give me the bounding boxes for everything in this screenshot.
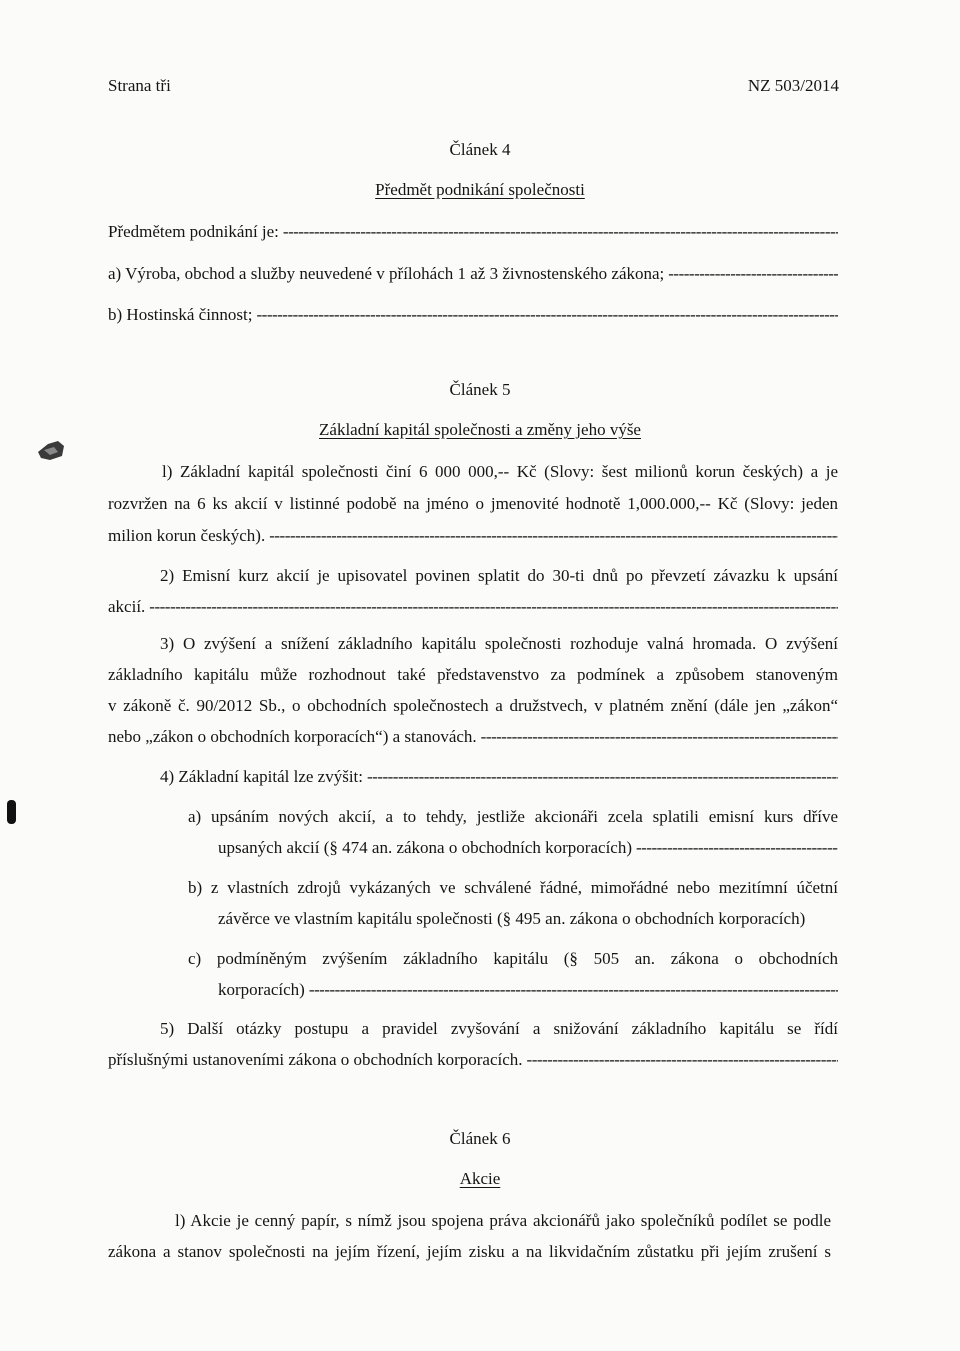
dash-leader: [668, 264, 838, 284]
hole-punch-mark-icon: [36, 438, 66, 462]
art6-p1-line2: zákona a stanov společnosti na jejím řízení, jejím zisku a na likvidačním zůstatku při jejím zrušení s: [108, 1242, 831, 1261]
dash-leader: [367, 767, 838, 787]
art5-p4b-line1: b) z vlastních zdrojů vykázaných ve schválené řádné, mimořádné nebo mezitímní účetní: [188, 878, 838, 897]
article-6-heading: Článek 6: [449, 1129, 511, 1148]
dash-leader: [309, 980, 838, 1000]
article-5-heading: Článek 5: [449, 380, 511, 399]
article-4-intro: [108, 222, 838, 242]
dash-leader: [636, 838, 838, 858]
article-5-title: [0, 420, 960, 440]
art5-p3-line3: v zákoně č. 90/2012 Sb., o obchodních společnostech a družstvech, v platném znění (dále jen „zákon“: [108, 696, 838, 715]
article-6-title-text: Akcie: [459, 1169, 501, 1188]
dash-leader: [481, 727, 838, 747]
article-6-title: [0, 1169, 960, 1189]
p5-end-text: příslušnými ustanoveními zákona o obchodních korporacích.: [108, 1050, 523, 1069]
art5-p4b-line2: závěrce ve vlastním kapitálu společnosti (§ 495 an. zákona o obchodních korporacích): [218, 909, 806, 928]
art5-p4c-line2: [218, 980, 838, 1000]
article-4-heading: Článek 4: [449, 140, 511, 159]
art5-p3-line1: 3) O zvýšení a snížení základního kapitálu společnosti rozhoduje valná hromada. O zvýšení: [160, 634, 838, 653]
dash-leader: [283, 222, 838, 242]
article-4-item-b: [108, 305, 838, 325]
art6-p1-line1: l) Akcie je cenný papír, s nímž jsou spojena práva akcionářů jako společníků podílet se podle: [175, 1211, 831, 1230]
article-5-title-text: Základní kapitál společnosti a změny jeho výše: [319, 420, 641, 439]
art5-p5-line1: 5) Další otázky postupu a pravidel zvyšování a snižování základního kapitálu se řídí: [160, 1019, 838, 1038]
article-4-title-text: Předmět podnikání společnosti: [375, 180, 585, 199]
p4c-end-text: korporacích): [218, 980, 305, 999]
item-a-text: a) Výroba, obchod a služby neuvedené v přílohách 1 až 3 živnostenského zákona;: [108, 264, 665, 283]
p1-end-text: milion korun českých).: [108, 526, 266, 545]
art5-p4c-line1: c) podmíněným zvýšením základního kapitálu (§ 505 an. zákona o obchodních: [188, 949, 838, 968]
article-4-title: [0, 180, 960, 200]
art5-p4a-line1: a) upsáním nových akcií, a to tehdy, jestliže akcionáři zcela splatili emisní kurs dříve: [188, 807, 838, 826]
p3-end-text: nebo „zákon o obchodních korporacích“) a stanovách.: [108, 727, 477, 746]
article-4-item-a: [108, 264, 838, 284]
art5-p4-intro: [160, 767, 838, 787]
page-number-label: Strana tři: [108, 76, 171, 95]
document-reference: NZ 503/2014: [747, 76, 839, 95]
art5-p3-line2: základního kapitálu může rozhodnout také představenstvo za podmínek a způsobem stanoveným: [108, 665, 838, 684]
dash-leader: [149, 597, 838, 617]
art5-p1-line2: rozvržen na 6 ks akcií v listinné podobě na jméno o jmenovité hodnotě 1,000.000,-- Kč (Slovy: jeden: [108, 494, 838, 513]
art5-p1-line3: [108, 526, 838, 546]
art5-p5-line2: [108, 1050, 838, 1070]
p4-intro-text: 4) Základní kapitál lze zvýšit:: [160, 767, 363, 786]
art5-p1-line1: l) Základní kapitál společnosti činí 6 000 000,-- Kč (Slovy: šest milionů korun českých) a je: [162, 462, 838, 481]
p4a-end-text: upsaných akcií (§ 474 an. zákona o obchodních korporacích): [218, 838, 632, 857]
art5-p4a-line2: [218, 838, 838, 858]
art5-p3-line4: [108, 727, 838, 747]
binding-dot-icon: [7, 800, 16, 824]
art5-p2-line1: 2) Emisní kurz akcií je upisovatel povinen splatit do 30-ti dnů po převzetí závazku k upsání: [160, 566, 838, 585]
art5-p2-line2: [108, 597, 838, 617]
p2-end-text: akcií.: [108, 597, 146, 616]
item-b-text: b) Hostinská činnost;: [108, 305, 253, 324]
dash-leader: [257, 305, 839, 325]
dash-leader: [269, 526, 838, 546]
dash-leader: [527, 1050, 838, 1070]
intro-text: Předmětem podnikání je:: [108, 222, 279, 241]
